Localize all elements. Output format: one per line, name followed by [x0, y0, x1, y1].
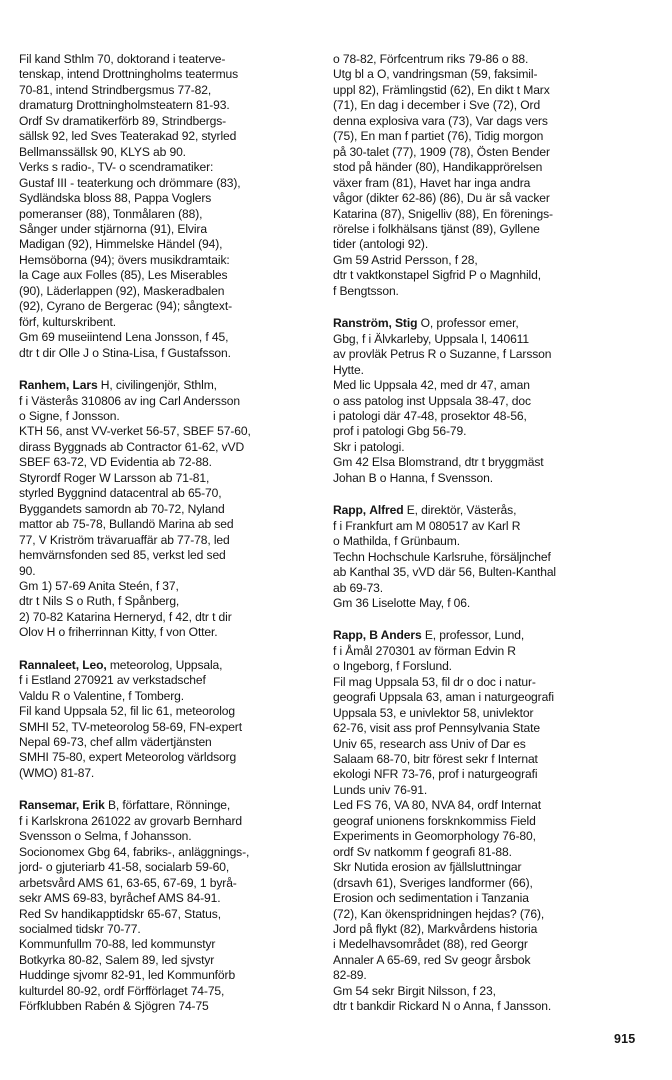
entry-paragraph — [333, 798, 653, 860]
entry-text: Socionomex Gbg 64, fabriks-, anläggnings-, jord- o gjuteriarb 41-58, socialarb 59-60, arbetsvård AMS 61, 63-65, 67-69, 1 byrå- sekr AMS 69-83, byråchef AMS 84-91. Red Sv handikapptidskr 65-67, Status, socialmed tidskr 70-77. Kommunfullm 70-88, led kommunstyr Botkyrka 80-82, Salem 89, led sjvstyr Huddinge sjvomr 82-91, led Kommunförb kulturdel 80-92, ordf Förfförlaget 74-75, Förfklubben Rabén & Sjögren 74-75 — [19, 844, 250, 1014]
entry-surname: Rapp, — [333, 628, 366, 643]
entry-paragraph — [333, 860, 653, 984]
entry-surname: Rannaleet, Leo, — [19, 657, 107, 672]
entry-text: Gm 1) 57-69 Anita Steén, f 37, dtr t Nils S o Ruth, f Spånberg, 2) 70-82 Katarina Herneryd, f 42, dtr t dir Olov H o friherrinnan Kitty, f von Otter. — [19, 578, 232, 640]
entry-given-name: Erik — [82, 798, 105, 813]
entry-paragraph — [19, 330, 321, 361]
entry-text: o 78-82, Förfcentrum riks 79-86 o 88. Utg bl a O, vandringsman (59, faksimil- uppl 82), Främlingstid (62), En dikt t Marx (71), En dag i december i Sve (72), Ord denna explosiva vara (73), Var dags vers (75), En man f partiet (76), Tidig morgon på 30-talet (77), 1909 (78), Östen Bender stod på händer (80), Handikapprörelsen växer fram (81), Havet har inga andra vågor (dikter 62-86) (86), Du är så vacker Katarina (87), Snigelliv (88), En förenings- rörelse i folkhälsans tjänst (89), Gyllene tider (antologi 92). — [333, 52, 553, 252]
entry-paragraph — [333, 378, 653, 440]
entry-surname: Ranström, — [333, 316, 392, 331]
entry-paragraph — [333, 52, 653, 253]
entry-title: B, författare, Rönninge, — [104, 798, 231, 813]
entry-text: Gbg, f i Älvkarleby, Uppsala l, 140611 av provläk Petrus R o Suzanne, f Larsson Hytte. — [333, 331, 552, 377]
left-column — [19, 52, 321, 1032]
entry-paragraph — [333, 596, 653, 611]
entry-paragraph — [333, 628, 653, 674]
page-number: 915 — [614, 1032, 636, 1046]
entry-text: Verks s radio-, TV- o scendramatiker: Gustaf III - teaterkung och drömmare (83), Sydländska bloss 88, Pappa Voglers pomeranser (88), Tonmålaren (88), Sånger under stjärnorna (91), Elvira Madigan (92), Himmelske Händel (94), Hemsöborna (94); övers musikdramtaik: la Cage aux Folles (85), Les Miserables (90), Läderlappen (92), Maskeradbalen (92), Cyrano de Bergerac (94); sångtext- förf, kulturskribent. — [19, 160, 241, 329]
entry-title: meteorolog, Uppsala, — [106, 657, 223, 672]
entry-text: f i Frankfurt am M 080517 av Karl R o Mathilda, f Grünbaum. — [333, 518, 521, 549]
biography-entry-rapp-anders — [333, 628, 653, 1014]
entry-given-name: Stig — [394, 316, 418, 331]
entry-surname: Ranhem, — [19, 378, 70, 393]
entry-paragraph — [19, 579, 321, 641]
entry-given-name: Alfred — [369, 503, 404, 518]
entry-given-name: Lars — [72, 378, 98, 393]
entry-text: Skr i patologi. — [333, 439, 405, 454]
entry-paragraph — [333, 316, 653, 378]
entry-paragraph — [333, 550, 653, 596]
entry-text: Gm 69 museiintend Lena Jonsson, f 45, dtr t dir Olle J o Stina-Lisa, f Gustafsson. — [19, 330, 231, 360]
entry-text: f i Estland 270921 av verkstadschef Valdu R o Valentine, f Tomberg. — [19, 673, 206, 703]
entry-text: Skr Nutida erosion av fjällsluttningar (drsavh 61), Sveriges landformer (66), Erosion och sedimentation i Tanzania (72), Kan ökenspridningen hejdas? (76), Jord på flykt (82), Markvårdens historia i Medelhavsområdet (88), red Georgr Annaler A 65-69, red Sv geogr årsbok 82-89. — [333, 860, 545, 983]
entry-text: f i Karlskrona 261022 av grovarb Bernhard Svensson o Selma, f Johansson. — [19, 813, 242, 844]
entry-title: E, direktör, Västerås, — [403, 503, 517, 518]
biography-entry-rapp-alfred — [333, 503, 653, 611]
biography-entry-rannaleet — [19, 658, 321, 782]
entry-title: O, professor emer, — [417, 316, 519, 331]
biography-entry-ransemar-cont — [333, 52, 653, 299]
entry-text: KTH 56, anst VV-verket 56-57, SBEF 57-60, dirass Byggnads ab Contractor 61-62, vVD SBEF 63-72, VD Evidentia ab 72-88. Styrordf Roger W Larsson ab 71-81, styrled Byggnind datacentral ab 65-70, Byggandets samordn ab 70-72, Nyland mattor ab 75-78, Bullandö Marina ab sed 77, V Kriström trävaruaffär ab 77-78, led hemvärnsfonden sed 85, verkst led sed 90. — [19, 424, 251, 578]
entry-paragraph — [19, 845, 321, 1015]
entry-paragraph — [19, 658, 321, 704]
entry-paragraph — [333, 984, 653, 1015]
entry-paragraph — [19, 798, 321, 844]
entry-surname: Rapp, — [333, 503, 366, 518]
entry-paragraph — [19, 160, 321, 330]
entry-paragraph — [333, 503, 653, 549]
entry-text: Fil mag Uppsala 53, fil dr o doc i natur- geografi Uppsala 63, aman i naturgeografi Uppsala 53, e univlektor 58, univlektor 62-76, visit ass prof Pennsylvania State Univ 65, research ass Univ of Dar es Salaam 68-70, bitr förest sekr f Internat ekologi NFR 73-76, prof i naturgeografi Lunds univ 76-91. — [333, 674, 554, 797]
entry-paragraph — [333, 455, 653, 486]
entry-text: Gm 59 Astrid Persson, f 28, dtr t vaktkonstapel Sigfrid P o Magnhild, f Bengtsson. — [333, 252, 541, 298]
entry-paragraph — [333, 440, 653, 455]
entry-text: Fil kand Sthlm 70, doktorand i teaterve- tenskap, intend Drottningholms teatermus 70-81, intend Strindbergsmus 77-82, dramaturg Drottningholmsteatern 81-93. Ordf Sv dramatikerförb 89, Strindbergs- sällsk 92, led Sves Teaterakad 92, styrled Bellmanssällsk 90, KLYS ab 90. — [19, 52, 239, 159]
biography-entry-ranstrom — [333, 316, 653, 486]
entry-paragraph — [19, 378, 321, 424]
entry-paragraph — [19, 424, 321, 579]
entry-text: f i Åmål 270301 av förman Edvin R o Ingeborg, f Forslund. — [333, 643, 516, 674]
biography-entry-ranhem — [19, 378, 321, 641]
entry-paragraph — [333, 675, 653, 799]
entry-title: E, professor, Lund, — [421, 628, 525, 643]
entry-text: f i Västerås 310806 av ing Carl Andersson o Signe, f Jonsson. — [19, 393, 240, 423]
biography-entry-cont — [19, 52, 321, 361]
entry-title: H, civilingenjör, Sthlm, — [97, 378, 217, 393]
entry-text: Led FS 76, VA 80, NVA 84, ordf Internat geograf unionens forsknkommiss Field Experiments in Geomorphology 76-80, ordf Sv natkomm f geografi 81-88. — [333, 798, 541, 859]
entry-text: Gm 42 Elsa Blomstrand, dtr t bryggmäst Johan B o Hanna, f Svensson. — [333, 455, 544, 485]
biography-entry-ransemar — [19, 798, 321, 1014]
entry-surname: Ransemar, — [19, 798, 80, 813]
entry-text: Techn Hochschule Karlsruhe, försäljnchef ab Kanthal 35, vVD där 56, Bulten-Kanthal ab 69-73. — [333, 549, 556, 595]
entry-text: Gm 54 sekr Birgit Nilsson, f 23, dtr t bankdir Rickard N o Anna, f Jansson. — [333, 983, 552, 1014]
entry-text: Fil kand Uppsala 52, fil lic 61, meteorolog SMHI 52, TV-meteorolog 58-69, FN-expert Nepal 69-73, chef allm vädertjänsten SMHI 75-80, expert Meteorolog världsorg (WMO) 81-87. — [19, 704, 242, 780]
entry-paragraph — [19, 704, 321, 781]
entry-paragraph — [19, 52, 321, 160]
entry-paragraph — [333, 253, 653, 299]
entry-text: Med lic Uppsala 42, med dr 47, aman o ass patolog inst Uppsala 38-47, doc i patologi där 47-48, prosektor 48-56, prof i patologi Gbg 56-79. — [333, 378, 531, 439]
entry-given-name: B Anders — [369, 628, 422, 643]
right-column — [333, 52, 653, 1032]
entry-text: Gm 36 Liselotte May, f 06. — [333, 595, 471, 610]
